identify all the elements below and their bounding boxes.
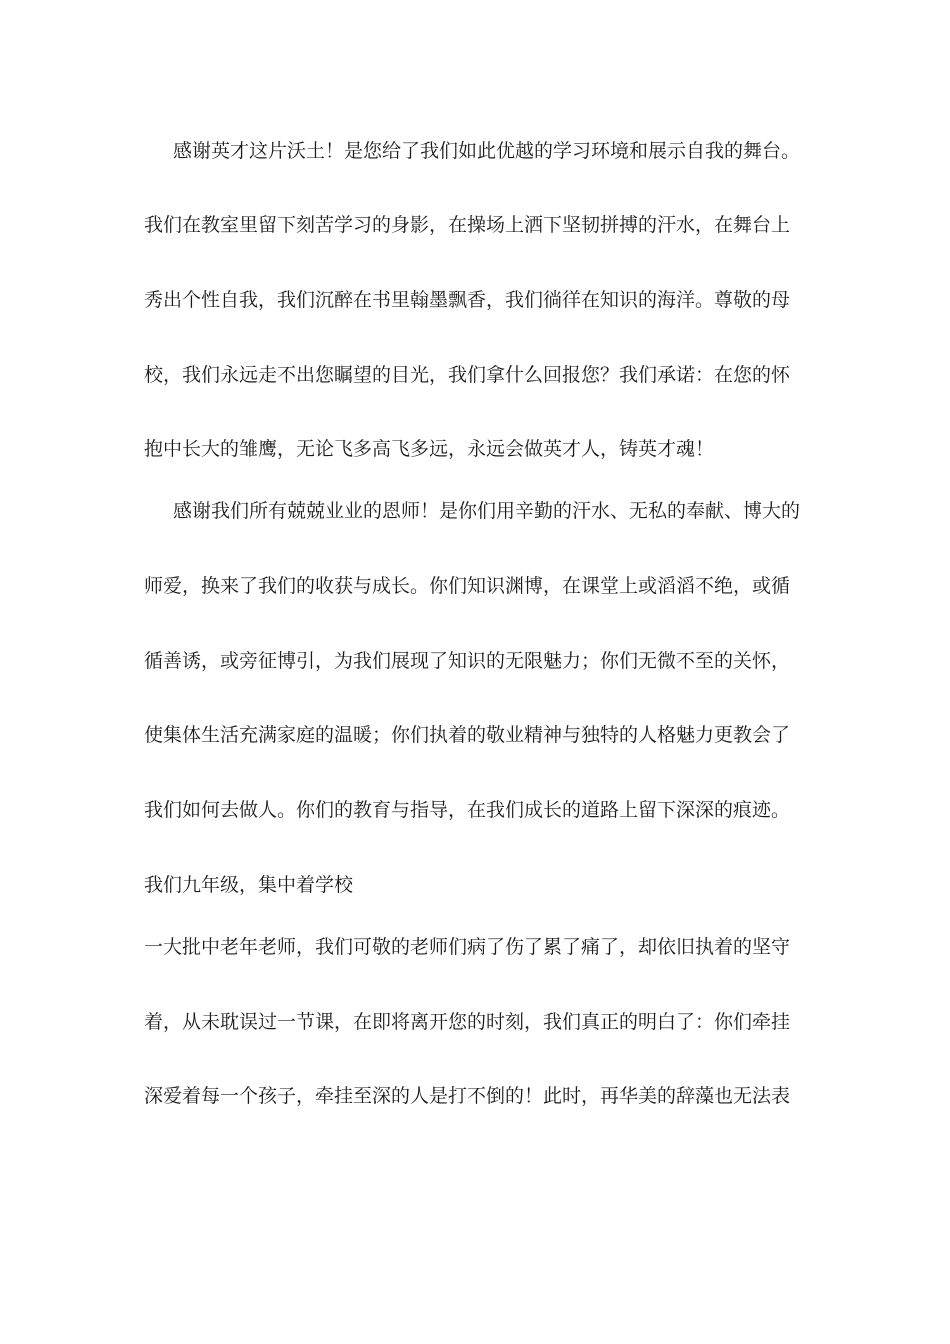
paragraph-line: 师爱，换来了我们的收获与成长。你们知识渊博，在课堂上或滔滔不绝，或循: [144, 575, 791, 597]
paragraph-line: 深爱着每一个孩子，牵挂至深的人是打不倒的！此时，再华美的辞藻也无法表: [144, 1085, 791, 1107]
paragraph-line: 使集体生活充满家庭的温暖；你们执着的敬业精神与独特的人格魅力更教会了: [144, 724, 791, 746]
paragraph-line: 我们在教室里留下刻苦学习的身影，在操场上洒下坚韧拼搏的汗水，在舞台上: [144, 214, 791, 236]
paragraph-line: 我们如何去做人。你们的教育与指导，在我们成长的道路上留下深深的痕迹。: [144, 799, 791, 821]
paragraph-line: 循善诱，或旁征博引，为我们展现了知识的无限魅力；你们无微不至的关怀，: [144, 650, 791, 672]
paragraph-line: 抱中长大的雏鹰，无论飞多高飞多远，永远会做英才人，铸英才魂！: [144, 438, 715, 460]
paragraph-line: 我们九年级，集中着学校: [144, 874, 354, 896]
paragraph-line: 着，从未耽误过一节课，在即将离开您的时刻，我们真正的明白了：你们牵挂: [144, 1011, 791, 1033]
paragraph-line: 感谢英才这片沃土！是您给了我们如此优越的学习环境和展示自我的舞台。: [173, 140, 801, 162]
paragraph-line: 秀出个性自我，我们沉醉在书里翰墨飘香，我们徜徉在知识的海洋。尊敬的母: [144, 289, 791, 311]
paragraph-line: 感谢我们所有兢兢业业的恩师！是你们用辛勤的汗水、无私的奉献、博大的: [173, 500, 801, 522]
paragraph-line: 一大批中老年老师，我们可敬的老师们病了伤了累了痛了，却依旧执着的坚守: [144, 936, 791, 958]
paragraph-line: 校，我们永远走不出您瞩望的目光，我们拿什么回报您？我们承诺：在您的怀: [144, 364, 791, 386]
